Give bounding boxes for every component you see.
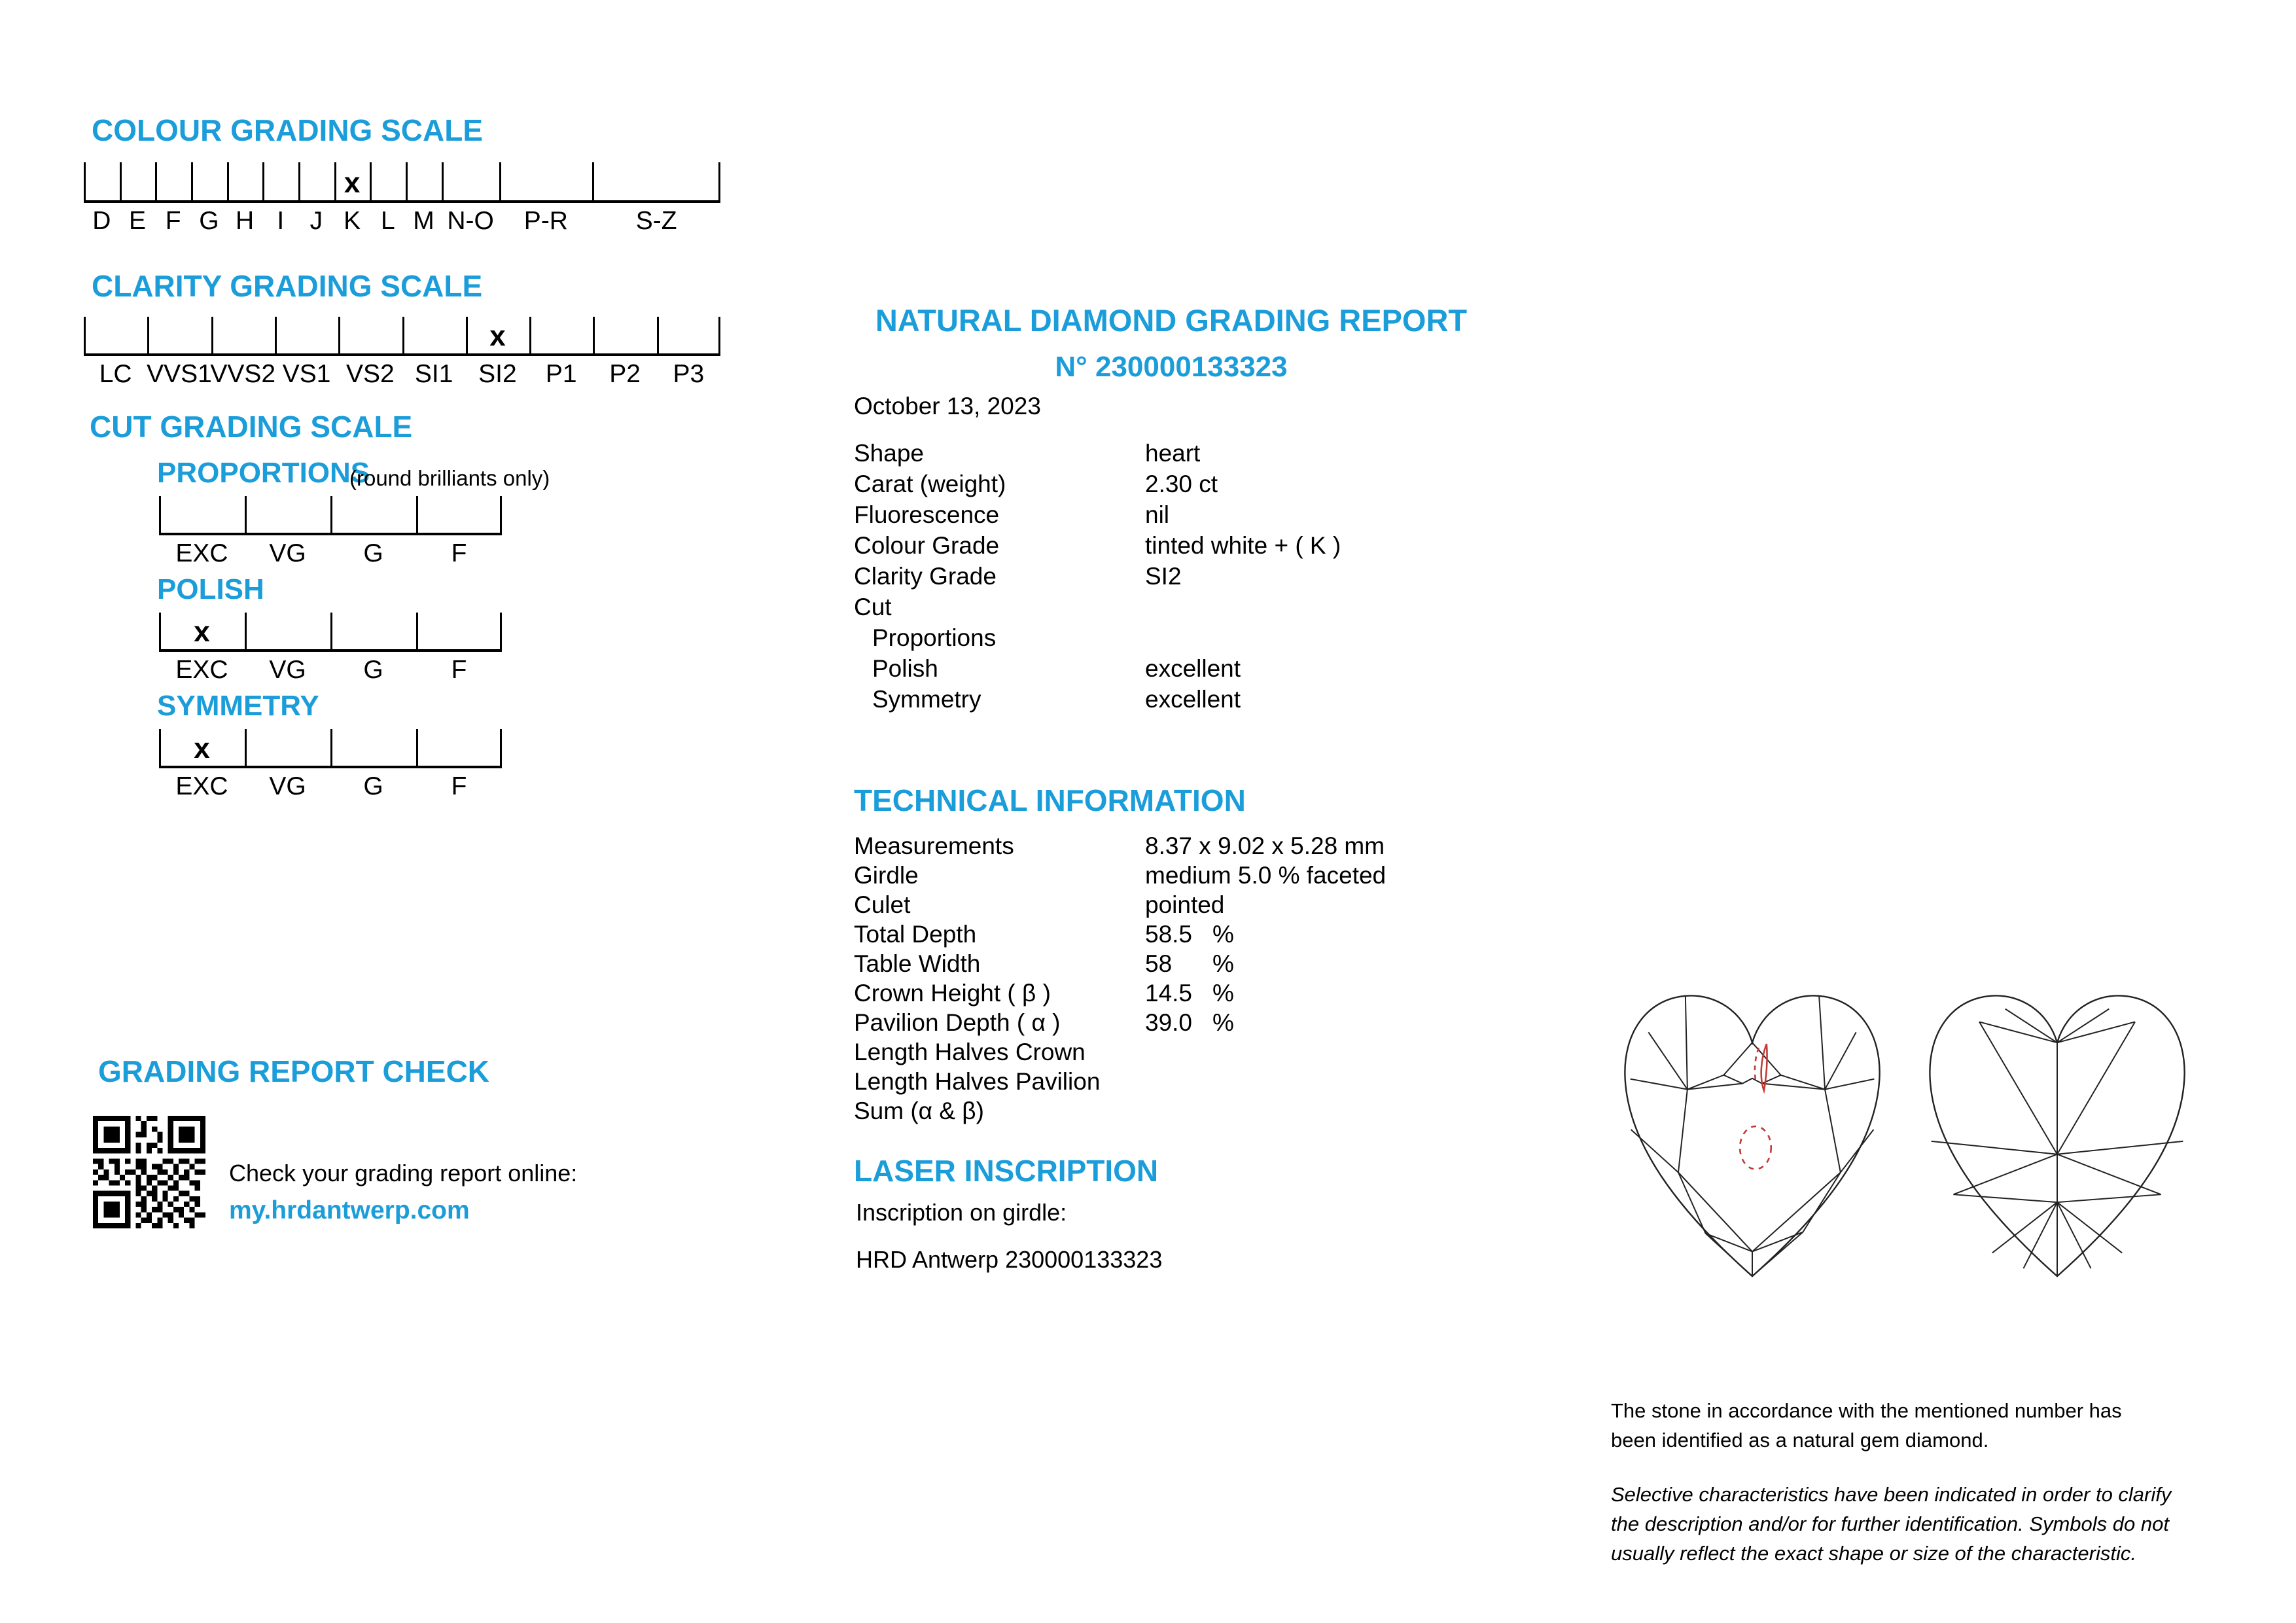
tech-row-culet bbox=[854, 891, 1508, 921]
tech-value: medium 5.0 % faceted bbox=[1145, 862, 1386, 889]
report-title: NATURAL DIAMOND GRADING REPORT bbox=[875, 303, 1468, 338]
tech-label: Crown Height ( β ) bbox=[854, 980, 1051, 1007]
tech-label: Culet bbox=[854, 891, 911, 918]
clarity-label-SI1: SI1 bbox=[414, 360, 453, 388]
field-row-colour-grade bbox=[854, 532, 1456, 563]
symmetry-label-F: F bbox=[451, 772, 467, 800]
field-row-polish bbox=[854, 655, 1456, 686]
clarity-label-P2: P2 bbox=[609, 360, 641, 388]
proportions-label-F: F bbox=[451, 539, 467, 567]
symmetry-labels bbox=[159, 772, 502, 802]
tech-label: Length Halves Crown bbox=[854, 1039, 1086, 1065]
tech-label: Table Width bbox=[854, 950, 981, 977]
scale-tick bbox=[718, 162, 720, 200]
colour-label-H: H bbox=[235, 207, 255, 235]
field-value: 2.30 ct bbox=[1145, 471, 1218, 497]
tech-label: Total Depth bbox=[854, 921, 977, 948]
scale-tick bbox=[330, 496, 332, 533]
field-label: Clarity Grade bbox=[854, 563, 997, 590]
field-label: Fluorescence bbox=[854, 501, 1000, 528]
proportions-ruler bbox=[159, 496, 502, 535]
laser-inscription: HRD Antwerp 230000133323 bbox=[856, 1246, 1163, 1273]
diamond-diagram-pavilion bbox=[1913, 980, 2201, 1285]
proportions-labels bbox=[159, 539, 502, 569]
clarity-label-VS1: VS1 bbox=[282, 360, 331, 388]
symmetry-x-mark: x bbox=[194, 732, 210, 764]
tech-unit: % bbox=[1212, 950, 1234, 977]
proportions-label-G: G bbox=[363, 539, 383, 567]
scale-tick bbox=[529, 317, 531, 353]
tech-label: Measurements bbox=[854, 832, 1014, 859]
scale-tick bbox=[338, 317, 340, 353]
tech-row-total-depth bbox=[854, 921, 1508, 950]
clarity-label-VS2: VS2 bbox=[345, 360, 395, 388]
report-check-link[interactable]: my.hrdantwerp.com bbox=[229, 1196, 470, 1224]
laser-title: LASER INSCRIPTION bbox=[854, 1154, 1159, 1188]
technical-rows bbox=[854, 832, 1508, 1127]
cut-scale-title: CUT GRADING SCALE bbox=[90, 410, 413, 444]
field-row-clarity-grade bbox=[854, 563, 1456, 594]
tech-row-girdle bbox=[854, 862, 1508, 891]
polish-label-G: G bbox=[363, 656, 383, 684]
scale-tick bbox=[718, 317, 720, 353]
colour-label-N-O: N-O bbox=[447, 207, 494, 235]
colour-scale-x-mark: x bbox=[344, 167, 361, 199]
tech-value: 39.0 bbox=[1145, 1009, 1193, 1036]
qr-code bbox=[93, 1113, 205, 1232]
scale-tick bbox=[500, 613, 502, 649]
scale-tick bbox=[298, 162, 300, 200]
clarity-scale-x-mark: x bbox=[489, 320, 506, 352]
report-fields bbox=[854, 440, 1456, 717]
clarity-label-VVS1: VVS1 bbox=[147, 360, 212, 388]
scale-tick bbox=[592, 162, 594, 200]
field-label: Symmetry bbox=[872, 686, 981, 713]
tech-value: pointed bbox=[1145, 891, 1225, 918]
report-number: N° 230000133323 bbox=[1055, 351, 1288, 383]
tech-value: 8.37 x 9.02 x 5.28 mm bbox=[1145, 832, 1385, 859]
tech-row-crown-height bbox=[854, 980, 1508, 1009]
tech-row-measurements bbox=[854, 832, 1508, 862]
scale-tick bbox=[330, 613, 332, 649]
proportions-label-EXC: EXC bbox=[175, 539, 228, 567]
polish-labels bbox=[159, 656, 502, 686]
identification-note: The stone in accordance with the mentioned number has been identified as a natural gem diamond. bbox=[1611, 1399, 2122, 1452]
field-row-fluorescence bbox=[854, 501, 1456, 532]
scale-tick bbox=[499, 162, 501, 200]
scale-tick bbox=[245, 496, 247, 533]
field-value: excellent bbox=[1145, 655, 1241, 682]
report-check-caption: Check your grading report online: bbox=[229, 1160, 578, 1186]
field-row-cut bbox=[854, 594, 1456, 624]
scale-tick bbox=[330, 729, 332, 766]
symmetry-label-G: G bbox=[363, 772, 383, 800]
field-row-carat bbox=[854, 471, 1456, 501]
tech-value: 58.5 bbox=[1145, 921, 1193, 948]
symmetry-title: SYMMETRY bbox=[157, 690, 319, 722]
scale-tick bbox=[406, 162, 408, 200]
field-label: Polish bbox=[872, 655, 938, 682]
clarity-label-VVS2: VVS2 bbox=[210, 360, 276, 388]
proportions-label-VG: VG bbox=[269, 539, 306, 567]
polish-label-F: F bbox=[451, 656, 467, 684]
colour-label-D: D bbox=[92, 207, 111, 235]
field-label: Shape bbox=[854, 440, 924, 467]
tech-row-sum bbox=[854, 1097, 1508, 1127]
polish-title: POLISH bbox=[157, 573, 264, 605]
field-value: SI2 bbox=[1145, 563, 1182, 590]
scale-tick bbox=[245, 613, 247, 649]
scale-tick bbox=[159, 496, 161, 533]
scale-tick bbox=[500, 729, 502, 766]
scale-tick bbox=[657, 317, 659, 353]
field-value: heart bbox=[1145, 440, 1201, 467]
polish-label-EXC: EXC bbox=[175, 656, 228, 684]
symmetry-label-VG: VG bbox=[269, 772, 306, 800]
tech-row-pavilion-depth bbox=[854, 1009, 1508, 1039]
field-value: nil bbox=[1145, 501, 1170, 528]
field-value: tinted white + ( K ) bbox=[1145, 532, 1341, 559]
colour-scale-ruler bbox=[84, 162, 720, 203]
tech-value: 14.5 bbox=[1145, 980, 1193, 1007]
colour-label-J: J bbox=[309, 207, 323, 235]
scale-tick bbox=[191, 162, 193, 200]
scale-tick bbox=[370, 162, 372, 200]
tech-unit: % bbox=[1212, 980, 1234, 1007]
proportions-title: PROPORTIONS bbox=[157, 457, 370, 489]
colour-label-I: I bbox=[277, 207, 285, 235]
colour-label-G: G bbox=[199, 207, 219, 235]
colour-label-P-R: P-R bbox=[523, 207, 568, 235]
scale-tick bbox=[211, 317, 213, 353]
colour-label-K: K bbox=[344, 207, 361, 235]
laser-caption: Inscription on girdle: bbox=[856, 1199, 1067, 1226]
scale-tick bbox=[442, 162, 444, 200]
scale-tick bbox=[84, 317, 86, 353]
field-label: Cut bbox=[854, 594, 892, 620]
scale-tick bbox=[227, 162, 229, 200]
tech-unit: % bbox=[1212, 921, 1234, 948]
proportions-note: (round brilliants only) bbox=[349, 466, 550, 490]
tech-row-length-halves-pavilion bbox=[854, 1068, 1508, 1097]
report-check-title: GRADING REPORT CHECK bbox=[98, 1054, 490, 1088]
tech-label: Sum (α & β) bbox=[854, 1097, 984, 1124]
colour-label-F: F bbox=[165, 207, 181, 235]
field-label: Colour Grade bbox=[854, 532, 1000, 559]
colour-scale-labels bbox=[84, 207, 720, 237]
colour-label-S-Z: S-Z bbox=[635, 207, 677, 235]
scale-tick bbox=[84, 162, 86, 200]
colour-label-M: M bbox=[413, 207, 434, 235]
field-row-shape bbox=[854, 440, 1456, 471]
scale-tick bbox=[275, 317, 277, 353]
clarity-label-P3: P3 bbox=[673, 360, 705, 388]
diamond-diagram-crown bbox=[1604, 980, 1900, 1285]
selective-characteristics-note: Selective characteristics have been indicated in order to clarify the description and/or for further identification. Symbols do not usually reflect the exact shape or size of the characteristic. bbox=[1611, 1483, 2172, 1565]
tech-label: Length Halves Pavilion bbox=[854, 1068, 1101, 1095]
scale-tick bbox=[402, 317, 404, 353]
scale-tick bbox=[120, 162, 122, 200]
clarity-scale-labels bbox=[84, 360, 720, 390]
tech-label: Girdle bbox=[854, 862, 919, 889]
colour-label-L: L bbox=[380, 207, 395, 235]
tech-row-table-width bbox=[854, 950, 1508, 980]
scale-tick bbox=[245, 729, 247, 766]
field-value: excellent bbox=[1145, 686, 1241, 713]
symmetry-label-EXC: EXC bbox=[175, 772, 228, 800]
tech-label: Pavilion Depth ( α ) bbox=[854, 1009, 1061, 1036]
scale-tick bbox=[500, 496, 502, 533]
scale-tick bbox=[416, 613, 418, 649]
polish-label-VG: VG bbox=[269, 656, 306, 684]
colour-label-E: E bbox=[129, 207, 147, 235]
colour-scale-title: COLOUR GRADING SCALE bbox=[92, 113, 483, 147]
scale-tick bbox=[147, 317, 149, 353]
report-date: October 13, 2023 bbox=[854, 393, 1041, 419]
scale-tick bbox=[416, 729, 418, 766]
technical-title: TECHNICAL INFORMATION bbox=[854, 783, 1246, 817]
scale-tick bbox=[593, 317, 595, 353]
clarity-scale-title: CLARITY GRADING SCALE bbox=[92, 269, 483, 303]
polish-x-mark: x bbox=[194, 616, 210, 648]
symmetry-ruler bbox=[159, 729, 502, 768]
field-label: Carat (weight) bbox=[854, 471, 1006, 497]
tech-unit: % bbox=[1212, 1009, 1234, 1036]
polish-ruler bbox=[159, 613, 502, 652]
scale-tick bbox=[262, 162, 264, 200]
clarity-scale-ruler bbox=[84, 317, 720, 356]
field-row-proportions bbox=[854, 624, 1456, 655]
scale-tick bbox=[416, 496, 418, 533]
scale-tick bbox=[155, 162, 157, 200]
field-row-symmetry bbox=[854, 686, 1456, 717]
tech-row-length-halves-crown bbox=[854, 1039, 1508, 1068]
clarity-label-P1: P1 bbox=[545, 360, 577, 388]
field-label: Proportions bbox=[872, 624, 997, 651]
tech-value: 58 bbox=[1145, 950, 1173, 977]
clarity-label-SI2: SI2 bbox=[478, 360, 517, 388]
clarity-label-LC: LC bbox=[99, 360, 132, 388]
